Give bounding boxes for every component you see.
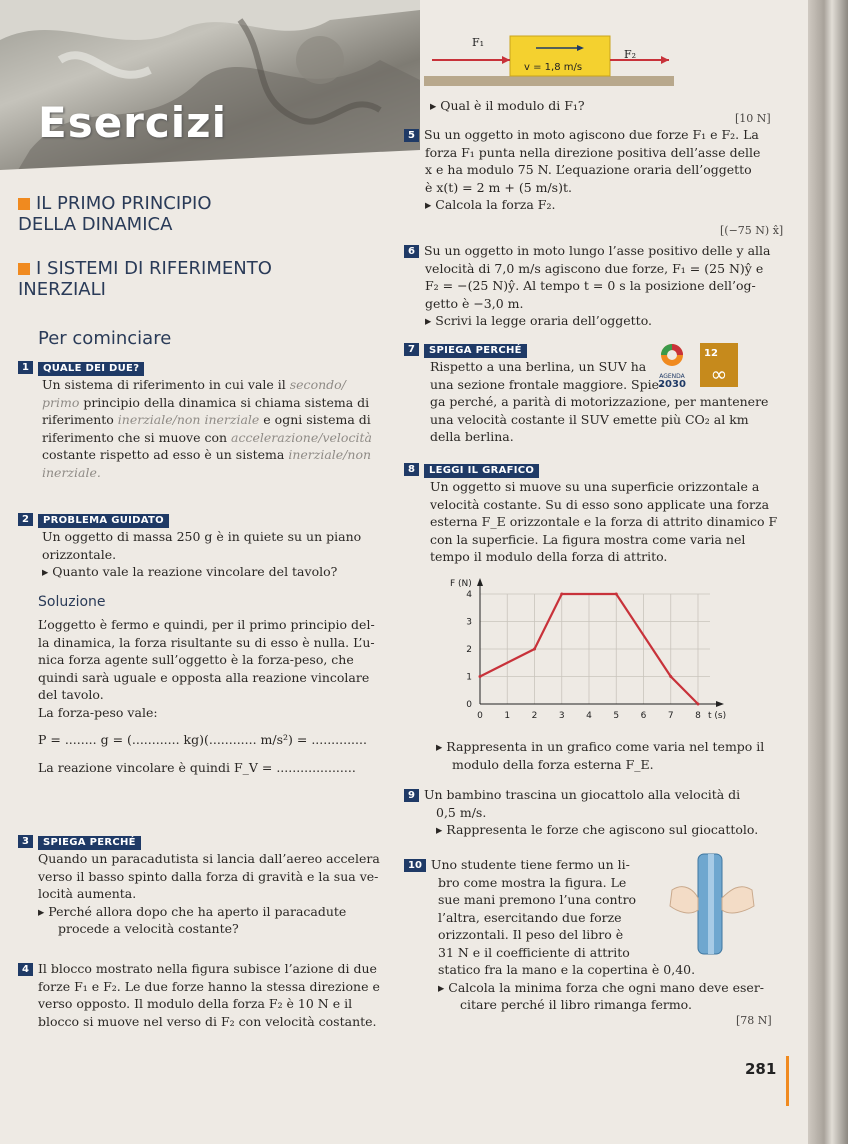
f2-label: F₂ [624, 48, 637, 61]
ex5-number: 5 [404, 129, 419, 142]
y-tick-label: 1 [466, 672, 472, 683]
data-point [697, 703, 700, 706]
book-page-edges [808, 0, 848, 1144]
x-tick-label: 3 [558, 711, 565, 721]
ex1-tag: QUALE DEI DUE? [38, 362, 144, 376]
x-axis-label: t (s) [708, 711, 727, 721]
exercise-4: 4 Il blocco mostrato nella figura subisce l’azione di due forze F₁ e F₂. Le due forze hanno la stessa direzione e verso opposto. Il modulo della forza F₂ è 10 N e il blocco si muove nel verso di F₂ con velocità costante. [18, 960, 398, 1030]
ex2-tag: PROBLEMA GUIDATO [38, 514, 169, 528]
ex1-number: 1 [18, 361, 33, 374]
page-number-bar [786, 1056, 789, 1106]
exercise-5: 5 Su un oggetto in moto agiscono due forze F₁ e F₂. La forza F₁ punta nella direzione positiva dell’asse delle x e ha modulo 75 N. L’equazione oraria dell’oggetto è x(t) = 2 m + (5 m/s)t. ▸ Calcola la forza F₂. [404, 126, 784, 214]
ex4-number: 4 [18, 963, 33, 976]
ex4-answer: [10 N] [735, 112, 771, 125]
x-tick-label: 0 [477, 711, 483, 721]
page-title: Esercizi [38, 98, 228, 147]
x-axis-arrow-icon [716, 701, 724, 707]
block-forces-diagram [424, 30, 674, 90]
ex8-tag: LEGGI IL GRAFICO [424, 464, 539, 478]
x-tick-label: 6 [640, 711, 647, 721]
ex2-number: 2 [18, 513, 33, 526]
velocity-label: v = 1,8 m/s [524, 62, 583, 73]
data-point [560, 593, 563, 596]
exercise-1: 1 QUALE DEI DUE? Un sistema di riferimento in cui vale il secondo/ primo principio della dinamica si chiama sistema di riferimento inerziale/non inerziale e ogni sistema di riferimento che si muove con accelerazione/velocità costante rispetto ad esso è un sistema inerziale/non inerziale. [18, 358, 398, 481]
ex10-number: 10 [404, 859, 426, 872]
data-point [479, 675, 482, 678]
ex3-tag: SPIEGA PERCHÉ [38, 836, 141, 850]
exercise-3: 3 SPIEGA PERCHÉ Quando un paracadutista si lancia dall’aereo accelera verso il basso spinto dalla forza di gravità e la sua ve- locità aumenta. ▸ Perché allora dopo che ha aperto il paracadute procede a velocità costante? [18, 832, 398, 938]
ex10-answer: [78 N] [736, 1014, 772, 1027]
agenda-2030-badge [656, 343, 738, 387]
ex5-answer: [(−75 N) x̂] [720, 224, 784, 237]
book-hands-illustration [668, 850, 756, 960]
section-marker-icon [18, 263, 30, 275]
x-tick-label: 1 [504, 711, 511, 721]
y-tick-label: 3 [466, 617, 472, 628]
x-tick-label: 5 [613, 711, 620, 721]
exercise-2: 2 PROBLEMA GUIDATO Un oggetto di massa 250 g è in quiete su un piano orizzontale. ▸ Quanto vale la reazione vincolare del tavolo? [18, 510, 398, 581]
goal-number: 12 [704, 348, 718, 359]
agenda-label: AGENDA [659, 373, 685, 380]
page-number: 281 [745, 1060, 777, 1078]
exercise-8: 8 LEGGI IL GRAFICO Un oggetto si muove su una superficie orizzontale a velocità costante. Su di esso sono applicate una forza esterna F_E orizzontale e la forza di attrito dinamico F con la superficie. La figura mostra come varia nel tempo il modulo della forza di attrito. [404, 460, 784, 566]
section-sistemi-riferimento: I SISTEMI DI RIFERIMENTO INERZIALI [18, 258, 272, 300]
ex2-solution: L’oggetto è fermo e quindi, per il primo principio del- la dinamica, la forza risultante su di esso è nulla. L’u- nica forza agente sull’oggetto è la forza-peso, che quindi sarà uguale e opposta alla reazione vincolare del tavolo. La forza-peso vale: P = ........ g = (............ kg)(............ m/s²) = .............. La reazione vincolare è quindi F_V = .................... [38, 616, 398, 776]
reaction-answer-line: La reazione vincolare è quindi F_V = .................... [38, 759, 356, 775]
soluzione-heading: Soluzione [38, 594, 106, 610]
x-tick-label: 2 [531, 711, 538, 721]
ex4-question: ▸ Qual è il modulo di F₁? [430, 98, 585, 113]
section-marker-icon [18, 198, 30, 210]
ex8-question: ▸ Rappresenta in un grafico come varia nel tempo il modulo della forza esterna F_E. [436, 739, 765, 772]
x-tick-label: 8 [695, 711, 701, 721]
ex3-number: 3 [18, 835, 33, 848]
ex7-number: 7 [404, 343, 419, 356]
f1-label: F₁ [472, 36, 485, 49]
section-primo-principio: IL PRIMO PRINCIPIO DELLA DINAMICA [18, 193, 212, 235]
ex7-tag: SPIEGA PERCHÉ [424, 344, 527, 358]
exercise-7: 7 SPIEGA PERCHÉ Rispetto a una berlina, un SUV ha una sezione frontale maggiore. Spie- ga perché, a parità di motorizzazione, per mantenere una velocità costante il SUV emette più CO₂ al km della berlina. [404, 340, 784, 446]
agenda-year: 2030 [658, 379, 686, 387]
y-tick-label: 4 [466, 590, 472, 600]
exercise-10: 10 Uno studente tiene fermo un li- bro come mostra la figura. Le sue mani premono l’una contro l’altra, esercitando due forze orizzontali. Il peso del libro è 31 N e il coefficiente di attrito statico fra la mano e la copertina è 0,40. ▸ Calcola la minima forza che ogni mano deve eser- citare perché il libro rimanga fermo. [404, 856, 784, 1014]
header-artwork [0, 0, 420, 200]
exercise-9: 9 Un bambino trascina un giocattolo alla velocità di 0,5 m/s. ▸ Rappresenta le forze che agiscono sul giocattolo. [404, 786, 784, 839]
weight-equation: P = ........ g = (............ kg)(............ m/s²) = .............. [38, 732, 367, 747]
exercise-6: 6 Su un oggetto in moto lungo l’asse positivo delle y alla velocità di 7,0 m/s agiscono due forze, F₁ = (25 N)ŷ e F₂ = −(25 N)ŷ. Al tempo t = 0 s la posizione dell’og- getto è −3,0 m. ▸ Scrivi la legge oraria dell’oggetto. [404, 242, 784, 330]
per-cominciare-heading: Per cominciare [38, 328, 172, 349]
infinity-icon: ∞ [710, 362, 728, 386]
x-tick-label: 7 [667, 711, 674, 721]
ex8-number: 8 [404, 463, 419, 476]
data-point [669, 675, 672, 678]
friction-force-chart [440, 576, 740, 728]
data-point [615, 593, 618, 596]
y-tick-label: 2 [466, 645, 472, 655]
y-axis-arrow-icon [477, 578, 483, 586]
ex9-number: 9 [404, 789, 419, 802]
y-axis-label: F (N) [450, 579, 472, 589]
x-tick-label: 4 [586, 711, 592, 721]
y-tick-label: 0 [466, 700, 472, 710]
ex6-number: 6 [404, 245, 419, 258]
data-point [533, 648, 536, 651]
